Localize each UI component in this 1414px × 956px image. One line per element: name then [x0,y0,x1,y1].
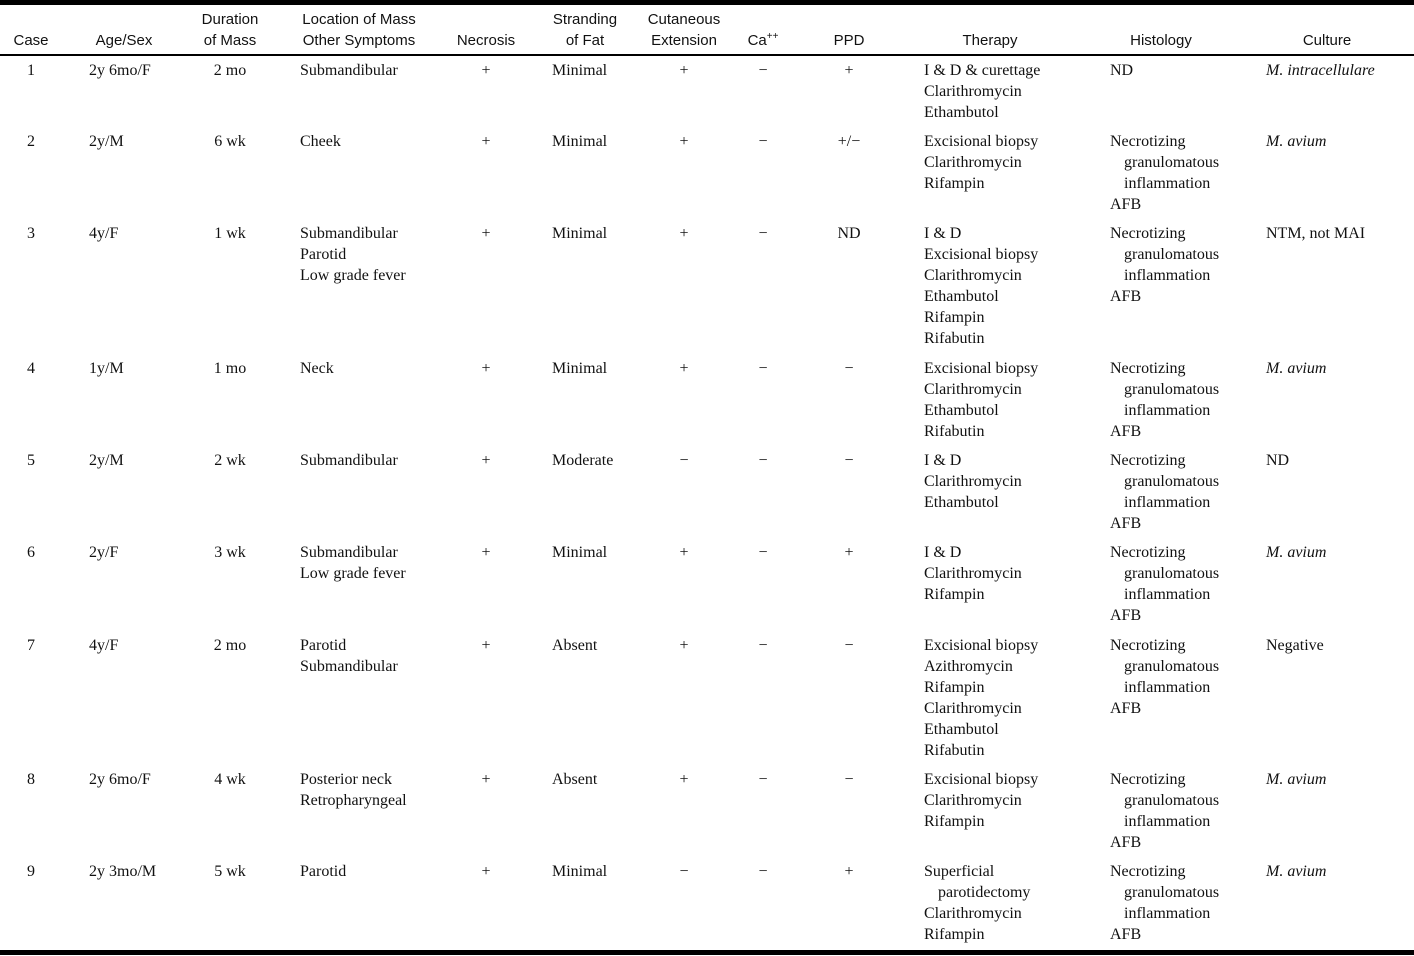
column-header-label: Cutaneous [647,11,721,28]
cell-case: 9 [27,863,35,880]
cell-line: Necrotizing [1110,133,1186,150]
cell-therapy [924,450,1022,513]
cell-culture: M. avium [1266,771,1327,788]
cell-line: AFB [1110,700,1142,717]
cell-duration: 2 mo [213,62,247,79]
column-header-label: Other Symptoms [302,32,416,49]
cell-line: Ethambutol [924,721,999,738]
cell-cutaneous: + [679,771,689,788]
cell-line: Rifampin [924,309,985,326]
cell-therapy [924,131,1038,194]
cell-duration: 2 wk [214,452,246,469]
cell-line: ND [1110,62,1134,79]
column-header-label: Case [13,32,49,49]
cell-line: granulomatous [1124,884,1220,901]
cell-ppd: − [844,771,854,788]
cell-culture: ND [1266,452,1290,469]
column-header-text: Ca [747,32,767,49]
cell-line: Excisional biopsy [924,133,1039,150]
cell-line: granulomatous [1124,658,1220,675]
cell-line: Retropharyngeal [300,792,407,809]
cell-histology [1110,223,1219,307]
cell-stranding: Minimal [552,863,608,880]
cell-location [300,861,346,882]
cell-ppd: + [844,62,854,79]
column-header-label: of Mass [203,32,257,49]
cell-case: 6 [27,544,35,561]
cell-line: AFB [1110,196,1142,213]
cell-line: Ethambutol [924,104,999,121]
cell-therapy [924,358,1038,442]
table-header-rule [0,54,1414,56]
cell-line: I & D [924,225,962,242]
cell-culture: M. intracellulare [1266,62,1375,79]
cell-age-sex: 2y 3mo/M [89,863,157,880]
cell-age-sex: 4y/F [89,637,119,654]
cell-line: Low grade fever [300,267,406,284]
cell-line: inflammation [1124,586,1211,603]
cell-location [300,60,398,81]
cell-therapy [924,769,1038,832]
cell-duration: 4 wk [214,771,246,788]
cell-line: AFB [1110,834,1142,851]
cell-line: I & D & curettage [924,62,1041,79]
column-header-label: PPD [833,32,865,49]
column-header-label: Location of Mass [302,11,416,28]
cell-necrosis: + [481,771,491,788]
cell-line: Excisional biopsy [924,360,1039,377]
cell-location [300,635,398,677]
cell-ca: − [758,637,768,654]
cell-histology [1110,358,1219,442]
cell-stranding: Moderate [552,452,614,469]
cell-ppd: − [844,637,854,654]
cell-histology [1110,60,1133,81]
cell-line: Necrotizing [1110,863,1186,880]
cell-line: Rifampin [924,813,985,830]
cell-line: Rifampin [924,926,985,943]
cell-therapy [924,635,1038,761]
cell-ca: − [758,452,768,469]
cell-ppd: +/− [837,133,861,150]
cell-line: inflammation [1124,679,1211,696]
cell-line: AFB [1110,288,1142,305]
column-header-label: Extension [651,32,717,49]
cell-age-sex: 1y/M [89,360,124,377]
cell-stranding: Minimal [552,544,608,561]
column-header-therapy [890,30,1090,51]
cell-stranding: Absent [552,637,598,654]
cell-line: Clarithromycin [924,267,1022,284]
cell-ppd: + [844,544,854,561]
cell-line: Submandibular [300,62,398,79]
column-header-culture [1227,30,1414,51]
cell-line: Rifabutin [924,742,985,759]
cell-case: 8 [27,771,35,788]
cell-ca: − [758,544,768,561]
cell-line: Excisional biopsy [924,246,1039,263]
cell-line: Clarithromycin [924,565,1022,582]
cell-stranding: Minimal [552,133,608,150]
cell-line: Superficial [924,863,995,880]
cell-necrosis: + [481,133,491,150]
cell-location [300,131,341,152]
cell-line: Azithromycin [924,658,1013,675]
cell-line: Necrotizing [1110,360,1186,377]
cell-cutaneous: + [679,133,689,150]
cell-cutaneous: + [679,637,689,654]
cell-line: I & D [924,452,962,469]
cell-therapy [924,60,1040,123]
cell-line: Parotid [300,246,347,263]
cell-cutaneous: + [679,62,689,79]
cell-line: Parotid [300,637,347,654]
table-bottom-rule [0,950,1414,955]
cell-ca: − [758,863,768,880]
cell-ca: − [758,62,768,79]
cell-line: granulomatous [1124,154,1220,171]
cell-case: 1 [27,62,35,79]
cell-age-sex: 2y/M [89,452,124,469]
cell-stranding: Minimal [552,62,608,79]
cell-line: Clarithromycin [924,473,1022,490]
cell-duration: 1 wk [214,225,246,242]
column-header-label: Histology [1130,32,1192,49]
cell-line: Necrotizing [1110,637,1186,654]
cell-cutaneous: + [679,544,689,561]
cell-culture: M. avium [1266,360,1327,377]
table-top-rule [0,0,1414,5]
cell-line: Submandibular [300,225,398,242]
cell-necrosis: + [481,225,491,242]
column-header-label: Culture [1302,32,1352,49]
cell-line: Neck [300,360,334,377]
cell-line: parotidectomy [938,884,1031,901]
cell-line: Excisional biopsy [924,771,1039,788]
column-header-label: Stranding [552,11,618,28]
cell-line: Low grade fever [300,565,406,582]
cell-line: Clarithromycin [924,381,1022,398]
cell-ppd: ND [837,225,861,242]
cell-therapy [924,542,1022,605]
cell-line: Rifampin [924,175,985,192]
cell-culture: M. avium [1266,544,1327,561]
cell-culture: Negative [1266,637,1324,654]
cell-case: 5 [27,452,35,469]
cell-histology [1110,635,1219,719]
cell-case: 4 [27,360,35,377]
column-header-label: of Fat [565,32,605,49]
column-header-label: Necrosis [456,32,516,49]
cell-duration: 3 wk [214,544,246,561]
cell-line: granulomatous [1124,792,1220,809]
cell-line: Parotid [300,863,347,880]
cell-therapy [924,223,1038,349]
cell-age-sex: 2y 6mo/F [89,771,151,788]
cell-line: Excisional biopsy [924,637,1039,654]
column-header-label: Therapy [962,32,1018,49]
cell-line: Clarithromycin [924,905,1022,922]
cell-line: I & D [924,544,962,561]
column-header-label: Age/Sex [95,32,153,49]
cell-histology [1110,542,1219,626]
cell-line: Necrotizing [1110,771,1186,788]
cell-line: AFB [1110,515,1142,532]
cell-line: Rifampin [924,679,985,696]
cell-ca: − [758,360,768,377]
cell-cutaneous: − [679,452,689,469]
cell-line: Ethambutol [924,494,999,511]
cell-line: AFB [1110,926,1142,943]
cell-line: inflammation [1124,402,1211,419]
cell-line: Submandibular [300,658,398,675]
cell-age-sex: 4y/F [89,225,119,242]
cell-line: Clarithromycin [924,700,1022,717]
cell-culture: NTM, not MAI [1266,225,1366,242]
cell-case: 2 [27,133,35,150]
cell-stranding: Minimal [552,360,608,377]
cell-line: Ethambutol [924,402,999,419]
cell-line: Clarithromycin [924,792,1022,809]
cell-line: Cheek [300,133,341,150]
cell-histology [1110,450,1219,534]
cell-necrosis: + [481,863,491,880]
cell-line: Ethambutol [924,288,999,305]
cell-necrosis: + [481,637,491,654]
cell-line: inflammation [1124,905,1211,922]
cell-necrosis: + [481,544,491,561]
cell-age-sex: 2y/F [89,544,119,561]
cell-ca: − [758,133,768,150]
cell-line: granulomatous [1124,381,1220,398]
cell-duration: 1 mo [213,360,247,377]
cell-line: AFB [1110,607,1142,624]
cell-stranding: Absent [552,771,598,788]
cell-line: Rifampin [924,586,985,603]
cell-line: inflammation [1124,813,1211,830]
cell-line: Rifabutin [924,423,985,440]
cell-histology [1110,861,1219,945]
cell-location [300,358,334,379]
cell-line: Necrotizing [1110,225,1186,242]
cell-line: granulomatous [1124,246,1220,263]
cell-line: Rifabutin [924,330,985,347]
cell-line: Clarithromycin [924,83,1022,100]
cell-ppd: + [844,863,854,880]
cell-ppd: − [844,360,854,377]
cell-stranding: Minimal [552,225,608,242]
cell-histology [1110,769,1219,853]
cell-culture: M. avium [1266,133,1327,150]
cell-necrosis: + [481,360,491,377]
cell-age-sex: 2y/M [89,133,124,150]
cell-location [300,450,398,471]
cell-ca: − [758,225,768,242]
cell-histology [1110,131,1219,215]
cell-duration: 5 wk [214,863,246,880]
cell-necrosis: + [481,452,491,469]
cell-line: AFB [1110,423,1142,440]
cell-cutaneous: + [679,225,689,242]
column-header-superscript: ++ [766,31,779,42]
cell-line: inflammation [1124,175,1211,192]
cell-duration: 2 mo [213,637,247,654]
cell-duration: 6 wk [214,133,246,150]
cell-culture: M. avium [1266,863,1327,880]
cell-line: inflammation [1124,267,1211,284]
column-header-label: Duration [201,11,259,28]
cell-ppd: − [844,452,854,469]
cell-age-sex: 2y 6mo/F [89,62,151,79]
cell-line: Necrotizing [1110,452,1186,469]
cell-line: inflammation [1124,494,1211,511]
cell-line: granulomatous [1124,473,1220,490]
cell-line: Submandibular [300,544,398,561]
cell-necrosis: + [481,62,491,79]
cell-line: Clarithromycin [924,154,1022,171]
cell-line: granulomatous [1124,565,1220,582]
cell-therapy [924,861,1030,945]
cell-ca: − [758,771,768,788]
cell-line: Submandibular [300,452,398,469]
cell-cutaneous: + [679,360,689,377]
cell-case: 3 [27,225,35,242]
cell-line: Necrotizing [1110,544,1186,561]
cell-line: Posterior neck [300,771,392,788]
cell-case: 7 [27,637,35,654]
cell-cutaneous: − [679,863,689,880]
